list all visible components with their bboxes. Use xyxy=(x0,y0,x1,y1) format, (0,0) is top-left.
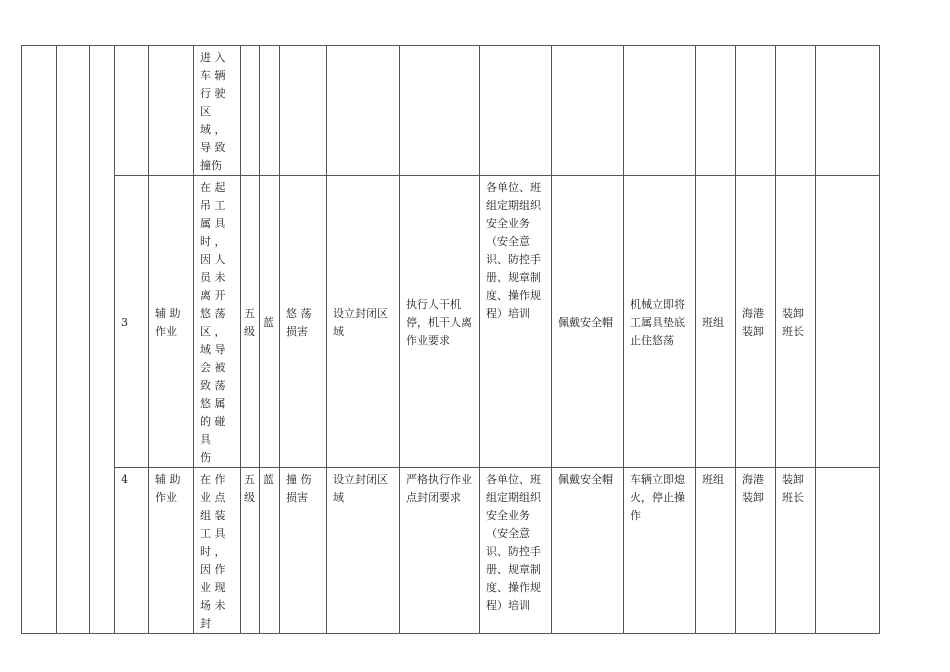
responsible-unit xyxy=(736,46,776,176)
accident-type: 悠 荡 损害 xyxy=(280,176,327,468)
accident-type: 撞 伤 损害 xyxy=(280,468,327,634)
work-category: 辅 助 作业 xyxy=(149,176,194,468)
engineering-measure xyxy=(327,46,400,176)
risk-color: 蓝 xyxy=(260,468,280,634)
responsible-unit: 海港 装卸 xyxy=(736,468,776,634)
blank-cell xyxy=(816,468,880,634)
training-measure xyxy=(480,46,552,176)
ppe-measure xyxy=(552,46,624,176)
emergency-measure xyxy=(624,46,696,176)
table-row xyxy=(22,468,880,634)
blank-cell xyxy=(816,46,880,176)
control-level xyxy=(696,46,736,176)
management-measure: 执行人干机停，机干人离作业要求 xyxy=(400,176,480,468)
ppe-measure: 佩戴安全帽 xyxy=(552,176,624,468)
risk-color xyxy=(260,46,280,176)
emergency-measure: 机械立即将工属具垫底止住悠荡 xyxy=(624,176,696,468)
risk-color: 蓝 xyxy=(260,176,280,468)
work-category: 辅 助 作业 xyxy=(149,468,194,634)
hazard-description: 进 入 车 辆 行 驶 区 域 ， 导 致 撞伤 xyxy=(194,46,241,176)
row-number xyxy=(115,46,149,176)
risk-level xyxy=(241,46,260,176)
risk-control-table xyxy=(21,45,880,634)
training-measure: 各单位、班组定期组织安全业务（安全意识、防控手册、规章制度、操作规程）培训 xyxy=(480,176,552,468)
training-measure: 各单位、班组定期组织安全业务（安全意识、防控手册、规章制度、操作规程）培训 xyxy=(480,468,552,634)
management-measure: 严格执行作业点封闭要求 xyxy=(400,468,480,634)
accident-type xyxy=(280,46,327,176)
engineering-measure: 设立封闭区域 xyxy=(327,468,400,634)
table-row xyxy=(22,176,880,468)
control-level: 班组 xyxy=(696,176,736,468)
hazard-description: 在 起 吊 工 属 具 时 ， 因 人 员 未 离 开 悠 荡 区 ， 域 导 会 被 致 荡 悠 属 的 碰 具 伤 xyxy=(194,176,241,468)
emergency-measure: 车辆立即熄火，停止操作 xyxy=(624,468,696,634)
ppe-measure: 佩戴安全帽 xyxy=(552,468,624,634)
blank-cell xyxy=(816,176,880,468)
blank-column-cell xyxy=(22,46,57,634)
control-level: 班组 xyxy=(696,468,736,634)
table-row xyxy=(22,46,880,176)
risk-level: 五级 xyxy=(241,468,260,634)
blank-column-cell xyxy=(57,46,90,634)
management-measure xyxy=(400,46,480,176)
engineering-measure: 设立封闭区域 xyxy=(327,176,400,468)
blank-column-cell xyxy=(90,46,115,634)
responsible-unit: 海港 装卸 xyxy=(736,176,776,468)
responsible-person: 装卸 班长 xyxy=(776,176,816,468)
work-category xyxy=(149,46,194,176)
responsible-person: 装卸 班长 xyxy=(776,468,816,634)
risk-level: 五级 xyxy=(241,176,260,468)
row-number: 4 xyxy=(115,468,149,634)
hazard-description: 在 作 业 点 组 装 工 具 时 ， 因 作 业 现 场 未 封 xyxy=(194,468,241,634)
responsible-person xyxy=(776,46,816,176)
row-number: 3 xyxy=(115,176,149,468)
